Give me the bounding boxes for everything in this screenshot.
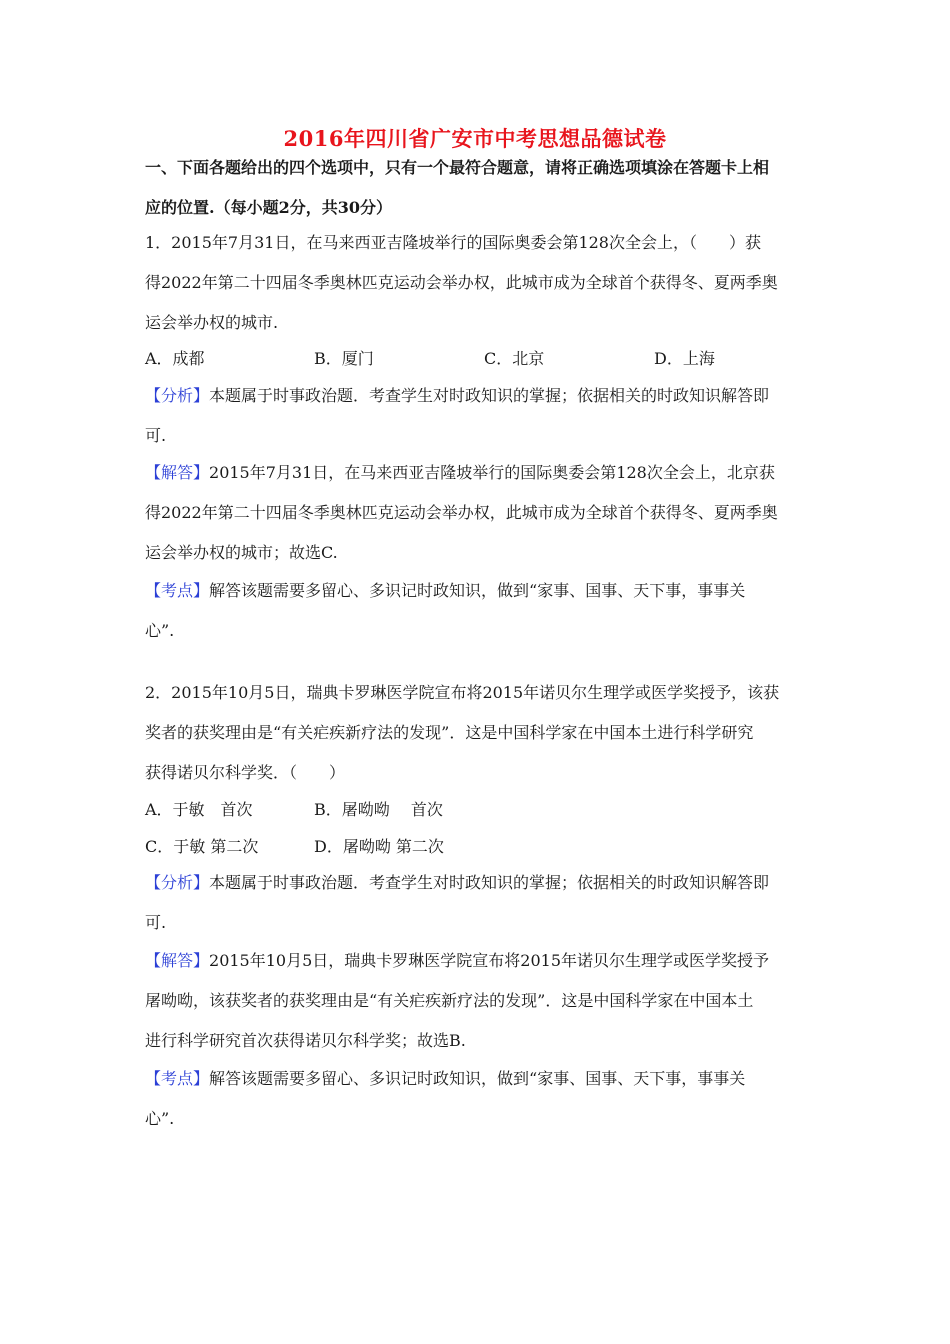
q2-option-b: B．屠呦呦 首次 — [314, 800, 443, 819]
q2-stem-line: 2．2015年10月5日，瑞典卡罗琳医学院宣布将2015年诺贝尔生理学或医学奖授予，该获 — [145, 683, 780, 702]
q1-analysis-cont: 可. — [145, 426, 167, 445]
q1-option-a: A．成都 — [145, 349, 205, 368]
analysis-text: 本题属于时事政治题．考查学生对时政知识的掌握；依据相关的时政知识解答即 — [209, 386, 770, 405]
point-text: 解答该题需要多留心、多识记时政知识，做到“家事、国事、天下事，事事关 — [209, 581, 746, 600]
section-heading-line: 应的位置.（每小题2分，共30分） — [145, 198, 392, 217]
q1-stem-line: 运会举办权的城市. — [145, 313, 279, 332]
document-title: 2016年四川省广安市中考思想品德试卷 — [283, 126, 667, 151]
q1-answer-cont: 得2022年第二十四届冬季奥林匹克运动会举办权，此城市成为全球首个获得冬、夏两季奥 — [145, 503, 778, 522]
q1-stem-line: 得2022年第二十四届冬季奥林匹克运动会举办权，此城市成为全球首个获得冬、夏两季奥 — [145, 273, 778, 292]
q1-answer — [145, 460, 775, 483]
analysis-tag: 【分析】 — [145, 386, 210, 405]
answer-text: 2015年10月5日，瑞典卡罗琳医学院宣布将2015年诺贝尔生理学或医学奖授予 — [209, 951, 769, 970]
point-tag: 【考点】 — [145, 1069, 210, 1088]
analysis-tag: 【分析】 — [145, 873, 210, 892]
answer-text: 2015年7月31日，在马来西亚吉隆坡举行的国际奥委会第128次全会上，北京获 — [209, 463, 775, 482]
q1-option-d: D．上海 — [654, 349, 715, 368]
q1-stem-line: 1．2015年7月31日，在马来西亚吉隆坡举行的国际奥委会第128次全会上，（ ）获 — [145, 233, 761, 252]
q1-point-cont: 心”. — [145, 621, 175, 640]
q1-point — [145, 578, 745, 601]
answer-tag: 【解答】 — [145, 463, 210, 482]
q2-option-c: C．于敏 第二次 — [145, 837, 259, 856]
point-text: 解答该题需要多留心、多识记时政知识，做到“家事、国事、天下事，事事关 — [209, 1069, 746, 1088]
section-heading — [145, 148, 805, 228]
q2-answer-cont: 进行科学研究首次获得诺贝尔科学奖；故选B. — [145, 1031, 466, 1050]
q2-point-cont: 心”. — [145, 1109, 175, 1128]
section-heading-line: 一、下面各题给出的四个选项中，只有一个最符合题意，请将正确选项填涂在答题卡上相 — [145, 158, 770, 177]
q2-point — [145, 1066, 745, 1089]
q2-analysis — [145, 870, 769, 893]
q2-stem-line: 获得诺贝尔科学奖．（ ） — [145, 763, 346, 782]
q1-option-b: B．厦门 — [314, 349, 374, 368]
q2-stem-line: 奖者的获奖理由是“有关疟疾新疗法的发现”．这是中国科学家在中国本土进行科学研究 — [145, 723, 754, 742]
q2-option-a: A．于敏 首次 — [145, 800, 253, 819]
q1-analysis — [145, 383, 769, 406]
q1-option-c: C．北京 — [484, 349, 545, 368]
q2-answer-cont: 屠呦呦，该获奖者的获奖理由是“有关疟疾新疗法的发现”．这是中国科学家在中国本土 — [145, 991, 754, 1010]
q2-answer — [145, 948, 769, 971]
analysis-text: 本题属于时事政治题．考查学生对时政知识的掌握；依据相关的时政知识解答即 — [209, 873, 770, 892]
answer-tag: 【解答】 — [145, 951, 210, 970]
q2-analysis-cont: 可. — [145, 913, 167, 932]
q2-option-d: D．屠呦呦 第二次 — [314, 837, 444, 856]
point-tag: 【考点】 — [145, 581, 210, 600]
q1-answer-cont: 运会举办权的城市；故选C. — [145, 543, 338, 562]
